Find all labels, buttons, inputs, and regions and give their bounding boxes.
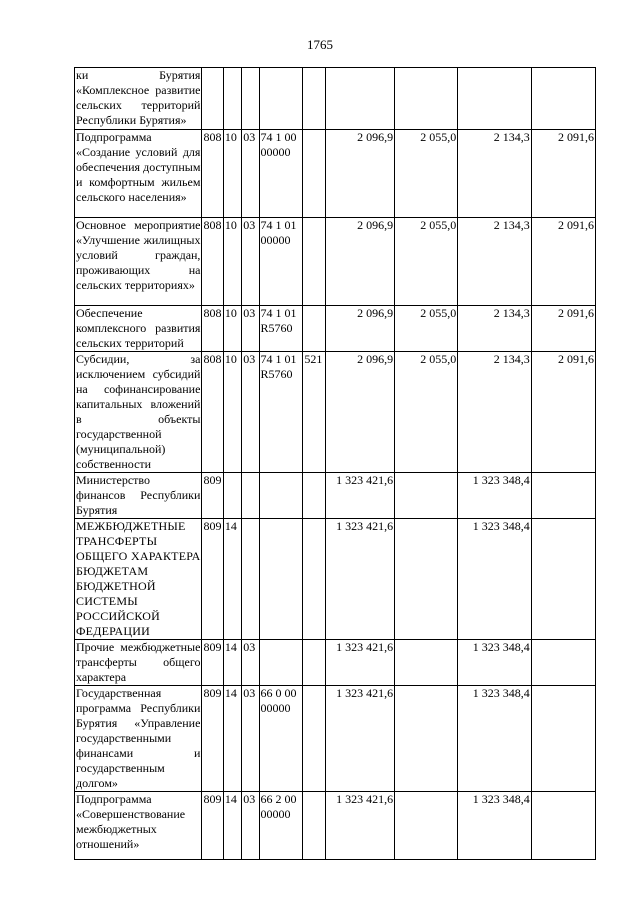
sum-col-3: 1 323 348,4 [458,473,531,519]
target-article-code: 74 1 00 00000 [259,130,303,218]
sum-col-2: 2 055,0 [395,352,458,473]
section-code [223,473,241,519]
sum-col-2: 2 055,0 [395,306,458,352]
target-article-code: 74 1 01 00000 [259,218,303,306]
budget-table [74,67,596,860]
subsection-code: 03 [242,352,259,473]
sum-col-1 [325,68,394,130]
table-row [75,352,596,473]
target-article-code [259,519,303,640]
sum-col-3: 1 323 348,4 [458,519,531,640]
row-name: Государственная программа Республики Бурятия «Управление государственными финансами и государственным долгом» [76,686,201,790]
row-name: МЕЖБЮДЖЕТНЫЕ ТРАНСФЕРТЫ ОБЩЕГО ХАРАКТЕРА БЮДЖЕТАМ БЮДЖЕТНОЙ СИСТЕМЫ РОССИЙСКОЙ ФЕДЕРАЦИИ [76,519,201,638]
expense-type-code [303,792,325,860]
subsection-code [242,519,259,640]
subsection-code: 03 [242,130,259,218]
row-name: Основное мероприятие «Улучшение жилищных условий граждан, проживающих на сельских территориях» [75,218,202,306]
sum-col-3: 1 323 348,4 [458,640,531,686]
sum-col-2 [395,686,458,792]
subsection-code: 03 [242,640,259,686]
section-code: 14 [223,792,241,860]
table-row [75,68,596,130]
chapter-code: 809 [202,640,223,686]
expense-type-code [303,68,325,130]
expense-type-code [303,686,325,792]
subsection-code [242,473,259,519]
sum-col-1: 2 096,9 [325,218,394,306]
row-name: Прочие межбюджетные трансферты общего характера [76,640,201,684]
target-article-code: 66 0 00 00000 [259,686,303,792]
target-article-code: 74 1 01 R5760 [259,352,303,473]
sum-col-1: 2 096,9 [325,352,394,473]
sum-col-3: 2 134,3 [458,306,531,352]
target-article-code: 74 1 01 R5760 [259,306,303,352]
expense-type-code [303,519,325,640]
sum-col-2 [395,473,458,519]
sum-col-3: 2 134,3 [458,130,531,218]
sum-col-4 [531,68,595,130]
sum-col-4 [531,473,595,519]
chapter-code: 809 [202,792,223,860]
table-row [75,640,596,686]
row-name: Обеспечение комплексного развития сельских территорий [76,306,201,350]
expense-type-code [303,473,325,519]
expense-type-code: 521 [303,352,325,473]
section-code: 14 [223,640,241,686]
sum-col-1: 1 323 421,6 [325,519,394,640]
subsection-code: 03 [242,686,259,792]
sum-col-4: 2 091,6 [531,306,595,352]
sum-col-3: 2 134,3 [458,218,531,306]
section-code: 14 [223,519,241,640]
chapter-code [202,68,223,130]
row-name: ки Бурятия «Комплексное развитие сельских территорий Республики Бурятия» [75,68,202,130]
sum-col-4 [531,792,595,860]
table-row [75,306,596,352]
sum-col-4: 2 091,6 [531,130,595,218]
chapter-code: 809 [202,473,223,519]
sum-col-2 [395,519,458,640]
sum-col-4 [531,686,595,792]
row-name: Подпрограмма «Создание условий для обеспечения доступным и комфортным жильем сельского населения» [75,130,202,218]
chapter-code: 808 [202,306,223,352]
sum-col-1: 1 323 421,6 [325,686,394,792]
section-code: 10 [223,130,241,218]
row-name: Министерство финансов Республики Бурятия [76,473,201,517]
sum-col-4 [531,640,595,686]
subsection-code [242,68,259,130]
subsection-code: 03 [242,218,259,306]
section-code: 10 [223,218,241,306]
sum-col-1: 1 323 421,6 [325,640,394,686]
expense-type-code [303,640,325,686]
section-code [223,68,241,130]
sum-col-2: 2 055,0 [395,218,458,306]
subsection-code: 03 [242,792,259,860]
expense-type-code [303,306,325,352]
target-article-code [259,640,303,686]
sum-col-2 [395,68,458,130]
table-row [75,130,596,218]
section-code: 10 [223,352,241,473]
sum-col-4: 2 091,6 [531,352,595,473]
table-row [75,218,596,306]
table-row [75,792,596,860]
expense-type-code [303,218,325,306]
sum-col-2: 2 055,0 [395,130,458,218]
chapter-code: 809 [202,686,223,792]
chapter-code: 808 [202,130,223,218]
sum-col-4: 2 091,6 [531,218,595,306]
page-number: 1765 [307,37,333,52]
chapter-code: 808 [202,352,223,473]
sum-col-4 [531,519,595,640]
section-code: 14 [223,686,241,792]
row-name: Подпрограмма «Совершенствование межбюджетных отношений» [75,792,202,860]
sum-col-2 [395,640,458,686]
sum-col-1: 1 323 421,6 [325,792,394,860]
table-row [75,473,596,519]
target-article-code: 66 2 00 00000 [259,792,303,860]
sum-col-1: 2 096,9 [325,130,394,218]
target-article-code [259,68,303,130]
section-code: 10 [223,306,241,352]
chapter-code: 808 [202,218,223,306]
sum-col-3 [458,68,531,130]
sum-col-3: 1 323 348,4 [458,686,531,792]
target-article-code [259,473,303,519]
row-name: Субсидии, за исключением субсидий на софинансирование капитальных вложений в объекты государственной (муниципальной) собственности [76,352,201,471]
sum-col-1: 2 096,9 [325,306,394,352]
sum-col-2 [395,792,458,860]
chapter-code: 809 [202,519,223,640]
sum-col-1: 1 323 421,6 [325,473,394,519]
expense-type-code [303,130,325,218]
table-row [75,519,596,640]
subsection-code: 03 [242,306,259,352]
sum-col-3: 1 323 348,4 [458,792,531,860]
table-row [75,686,596,792]
sum-col-3: 2 134,3 [458,352,531,473]
